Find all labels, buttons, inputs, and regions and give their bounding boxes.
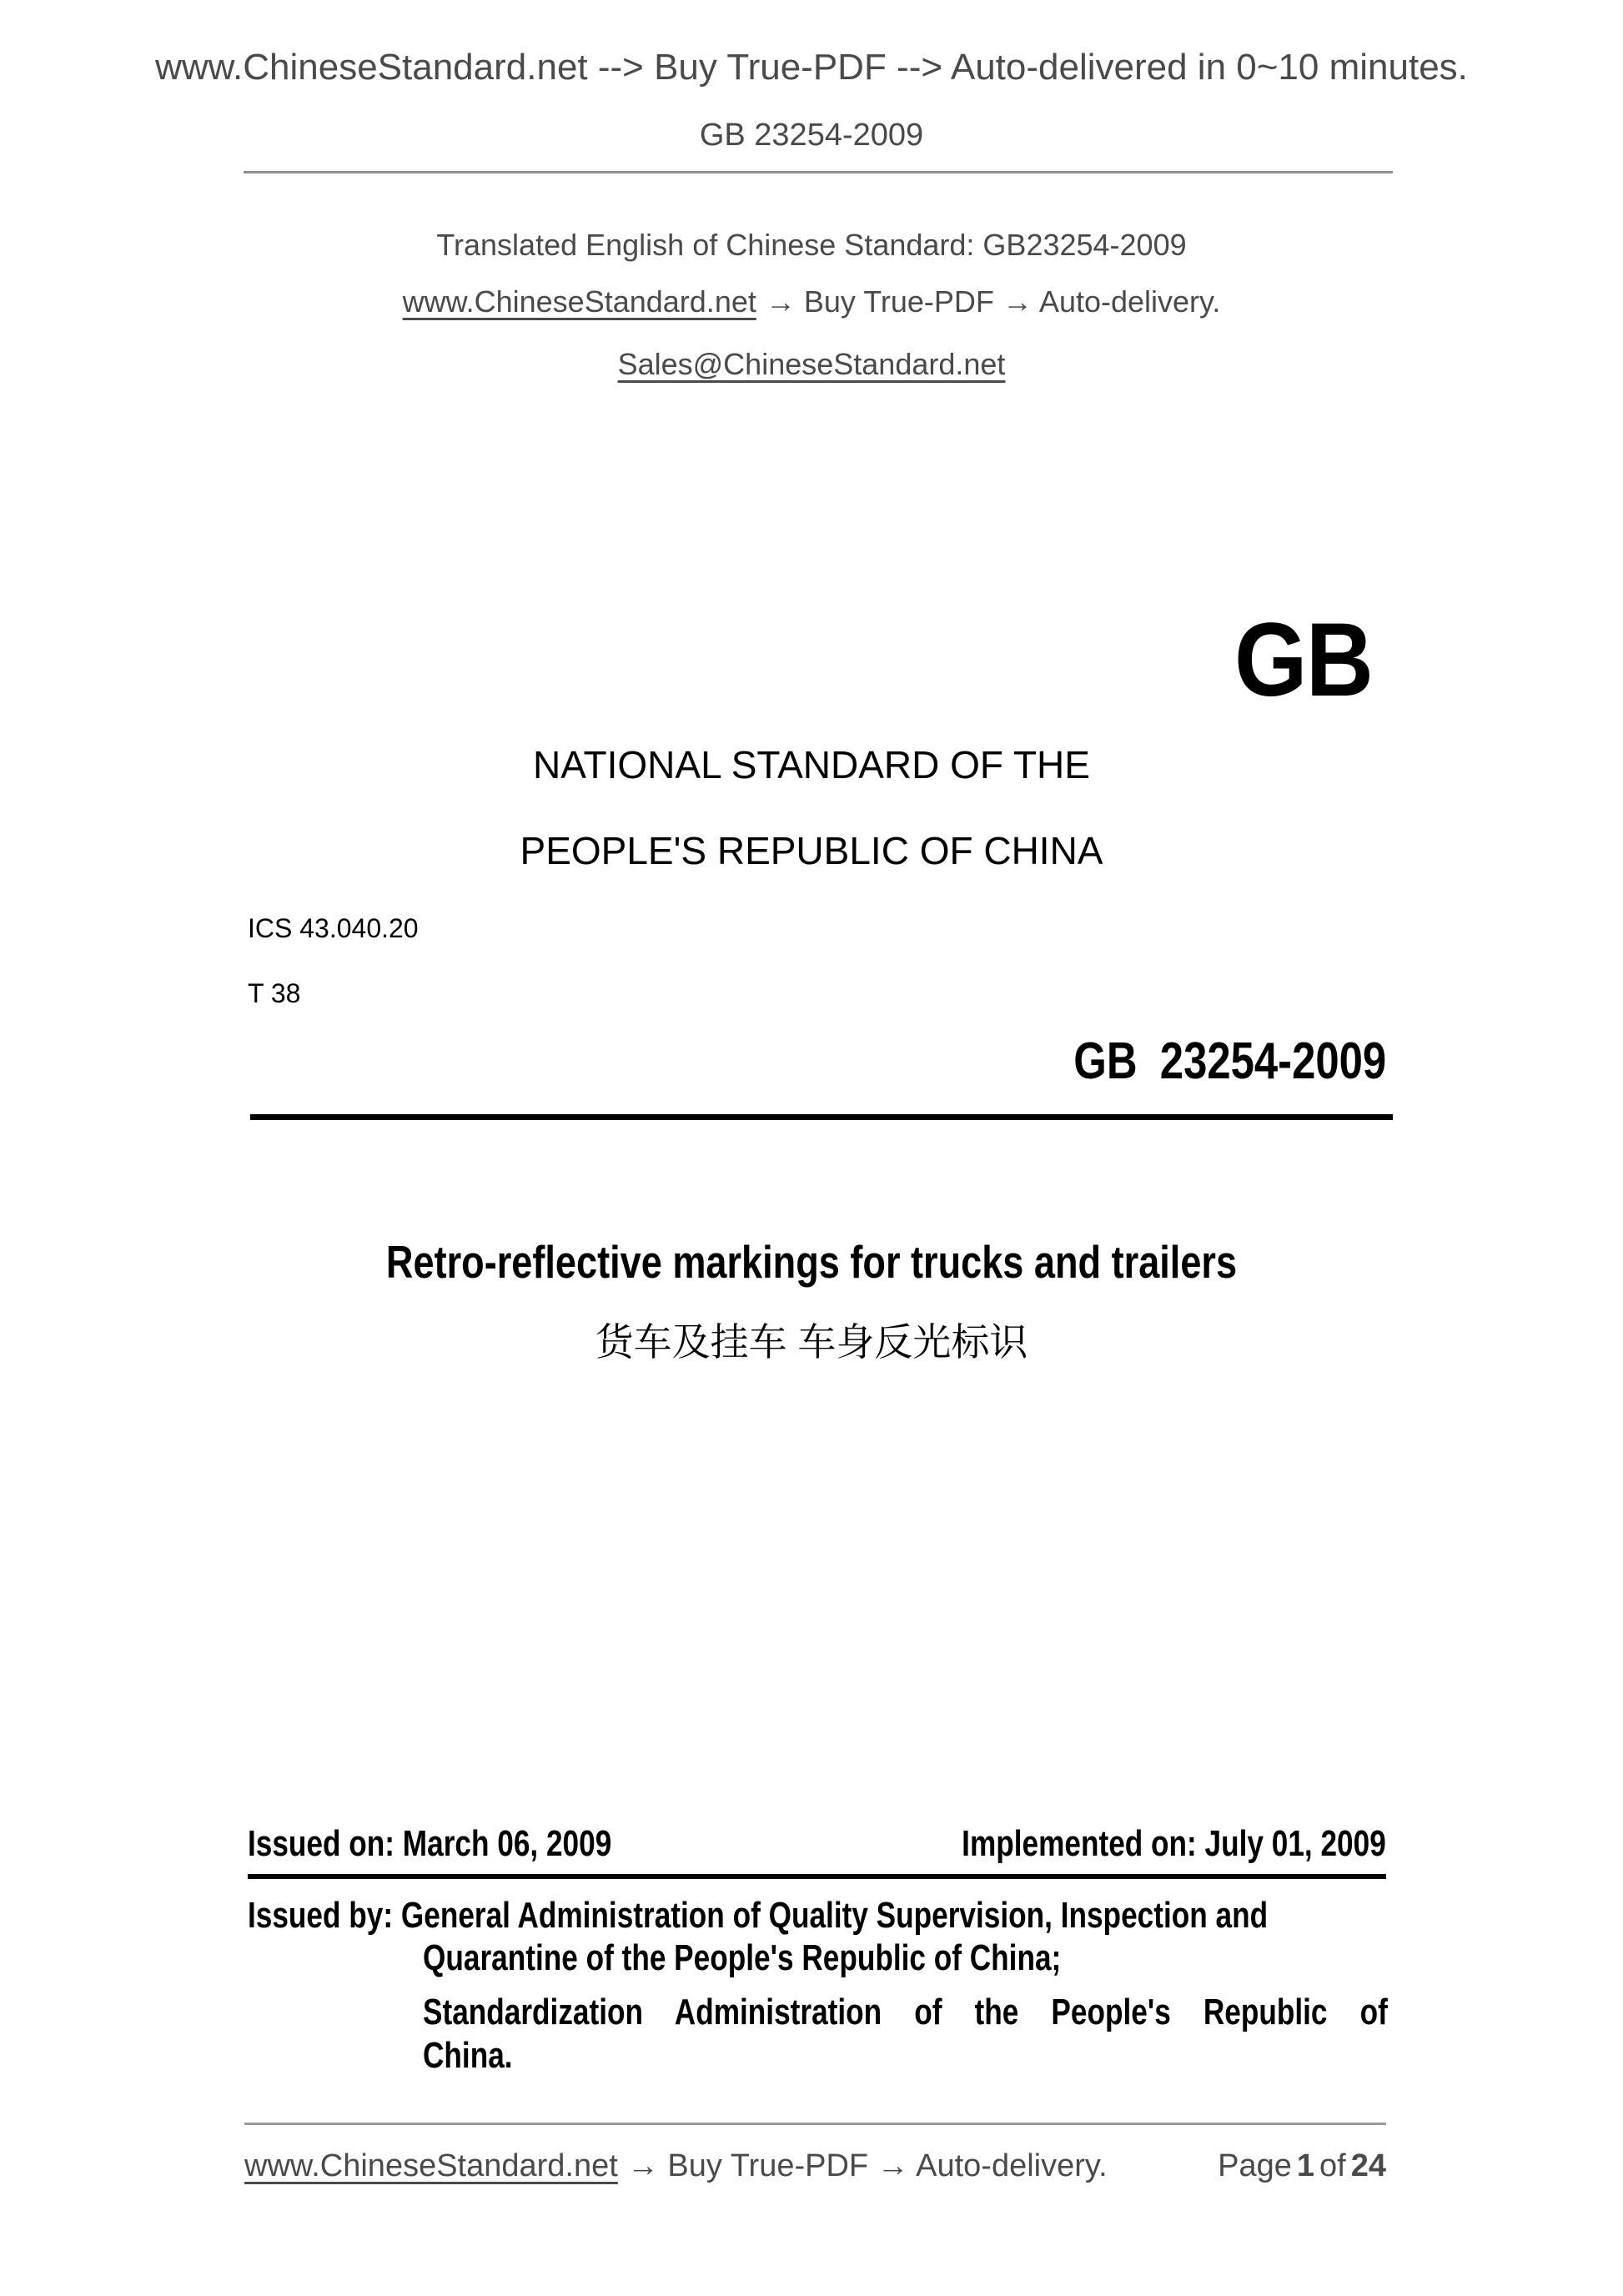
ics-code: ICS 43.040.20: [248, 913, 419, 943]
translated-line: Translated English of Chinese Standard: GB23254-2009: [436, 228, 1187, 262]
page-number: 1: [1296, 2148, 1315, 2183]
footer-site-line: [244, 2150, 1108, 2182]
header-doc-code: GB 23254-2009: [699, 118, 924, 153]
footer-site-link[interactable]: www.ChineseStandard.net: [244, 2148, 618, 2183]
gb-logo: GB: [1234, 602, 1373, 718]
classification-code: T 38: [248, 978, 301, 1008]
dates-divider: [248, 1874, 1386, 1879]
org-line-1: NATIONAL STANDARD OF THE: [533, 743, 1090, 786]
org-line-2: PEOPLE'S REPUBLIC OF CHINA: [520, 829, 1103, 872]
implemented-date: Implemented on: July 01, 2009: [962, 1823, 1386, 1864]
issued-date: Issued on: March 06, 2009: [248, 1823, 612, 1864]
site-link[interactable]: www.ChineseStandard.net: [402, 284, 756, 319]
standard-code: GB 23254-2009: [1073, 1032, 1386, 1090]
issuer-line-4: China.: [423, 2035, 513, 2076]
email-line: [0, 349, 1623, 379]
email-link[interactable]: Sales@ChineseStandard.net: [617, 347, 1006, 381]
page-indicator: [1218, 2150, 1386, 2182]
header-tagline: www.ChineseStandard.net --> Buy True-PDF --> Auto-delivered in 0~10 minutes.: [155, 47, 1468, 88]
page-total: 24: [1350, 2148, 1386, 2183]
footer-site-rest: → Buy True-PDF → Auto-delivery.: [626, 2148, 1108, 2183]
footer-divider: [244, 2123, 1386, 2125]
site-line-rest: → Buy True-PDF → Auto-delivery.: [765, 284, 1221, 319]
site-line: [0, 284, 1623, 319]
top-divider: [244, 171, 1393, 173]
page-label: Page: [1218, 2148, 1292, 2183]
title-chinese: 货车及挂车 车身反光标识: [595, 1320, 1028, 1364]
issuer-line-1: Issued by: General Administration of Quality Supervision, Inspection and: [248, 1895, 1269, 1936]
issuer-line-3: Standardization Administration of the People's Republic of: [423, 1992, 1388, 2032]
of-label: of: [1319, 2148, 1346, 2183]
title-english: Retro-reflective markings for trucks and trailers: [385, 1236, 1238, 1288]
standard-divider: [250, 1114, 1393, 1120]
issuer-line-2: Quarantine of the People's Republic of China;: [423, 1937, 1062, 1978]
